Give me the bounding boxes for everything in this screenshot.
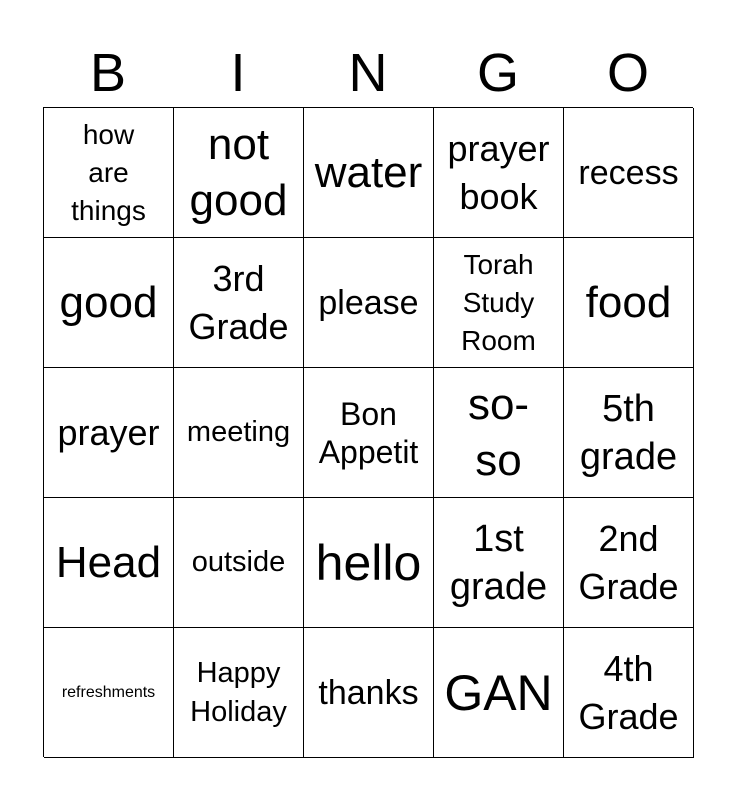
bingo-cell-label: not good <box>189 119 288 225</box>
bingo-header <box>43 40 693 106</box>
bingo-cell-r4-c4[interactable] <box>434 498 564 628</box>
bingo-cell-r4-c3[interactable] <box>304 498 434 628</box>
bingo-cell-label: food <box>585 277 672 327</box>
bingo-cell-label: meeting <box>186 416 291 448</box>
bingo-cell-r3-c5[interactable] <box>564 368 694 498</box>
bingo-cell-label: recess <box>578 153 679 192</box>
bingo-cell-r5-c2[interactable] <box>174 628 304 758</box>
bingo-cell-r1-c5[interactable] <box>564 108 694 238</box>
bingo-cell-r5-c4[interactable] <box>434 628 564 758</box>
bingo-cell-label: 2nd Grade <box>578 517 679 607</box>
bingo-cell-r2-c2[interactable] <box>174 238 304 368</box>
bingo-cell-r4-c2[interactable] <box>174 498 304 628</box>
bingo-cell-label: 5th grade <box>579 387 678 478</box>
bingo-cell-label: 3rd Grade <box>188 257 289 347</box>
header-letter-o: O <box>606 43 649 103</box>
bingo-cell-label: thanks <box>318 673 419 712</box>
bingo-cell-r3-c2[interactable] <box>174 368 304 498</box>
bingo-board <box>43 107 693 757</box>
bingo-cell-r1-c1[interactable] <box>44 108 174 238</box>
header-letter-b: B <box>89 43 127 103</box>
bingo-cell-label: Head <box>55 537 162 587</box>
bingo-cell-label: 4th Grade <box>578 647 679 737</box>
bingo-cell-label: refreshments <box>61 683 156 701</box>
bingo-cell-label: Torah Study Room <box>461 248 536 356</box>
bingo-cell-label: please <box>318 283 419 322</box>
bingo-cell-r4-c5[interactable] <box>564 498 694 628</box>
bingo-cell-label: good <box>59 277 158 327</box>
bingo-cell-r2-c1[interactable] <box>44 238 174 368</box>
bingo-cell-r2-c5[interactable] <box>564 238 694 368</box>
bingo-cell-label: prayer <box>57 411 160 453</box>
bingo-cell-r3-c4[interactable] <box>434 368 564 498</box>
header-letter-n: N <box>348 43 388 103</box>
bingo-cell-label: hello <box>315 534 422 591</box>
bingo-cell-r3-c3[interactable] <box>304 368 434 498</box>
bingo-cell-label: Bon Appetit <box>318 395 419 470</box>
bingo-cell-r5-c5[interactable] <box>564 628 694 758</box>
bingo-cell-label: outside <box>191 546 286 578</box>
bingo-cell-r4-c1[interactable] <box>44 498 174 628</box>
bingo-cell-r1-c4[interactable] <box>434 108 564 238</box>
bingo-cell-label: prayer book <box>447 127 550 217</box>
bingo-cell-r2-c4[interactable] <box>434 238 564 368</box>
bingo-cell-label: so- so <box>467 379 530 485</box>
bingo-cell-label: Happy Holiday <box>190 656 287 728</box>
bingo-cell-r5-c1[interactable] <box>44 628 174 758</box>
bingo-cell-r3-c1[interactable] <box>44 368 174 498</box>
bingo-cell-label: 1st grade <box>449 517 548 608</box>
header-letter-i: I <box>230 43 246 103</box>
bingo-cell-label: GAN <box>444 664 553 721</box>
bingo-cell-r2-c3[interactable] <box>304 238 434 368</box>
bingo-cell-label: how are things <box>71 118 146 226</box>
bingo-cell-r1-c2[interactable] <box>174 108 304 238</box>
bingo-cell-r1-c3[interactable] <box>304 108 434 238</box>
bingo-cell-label: water <box>314 147 423 197</box>
bingo-cell-r5-c3[interactable] <box>304 628 434 758</box>
header-letter-g: G <box>476 43 519 103</box>
